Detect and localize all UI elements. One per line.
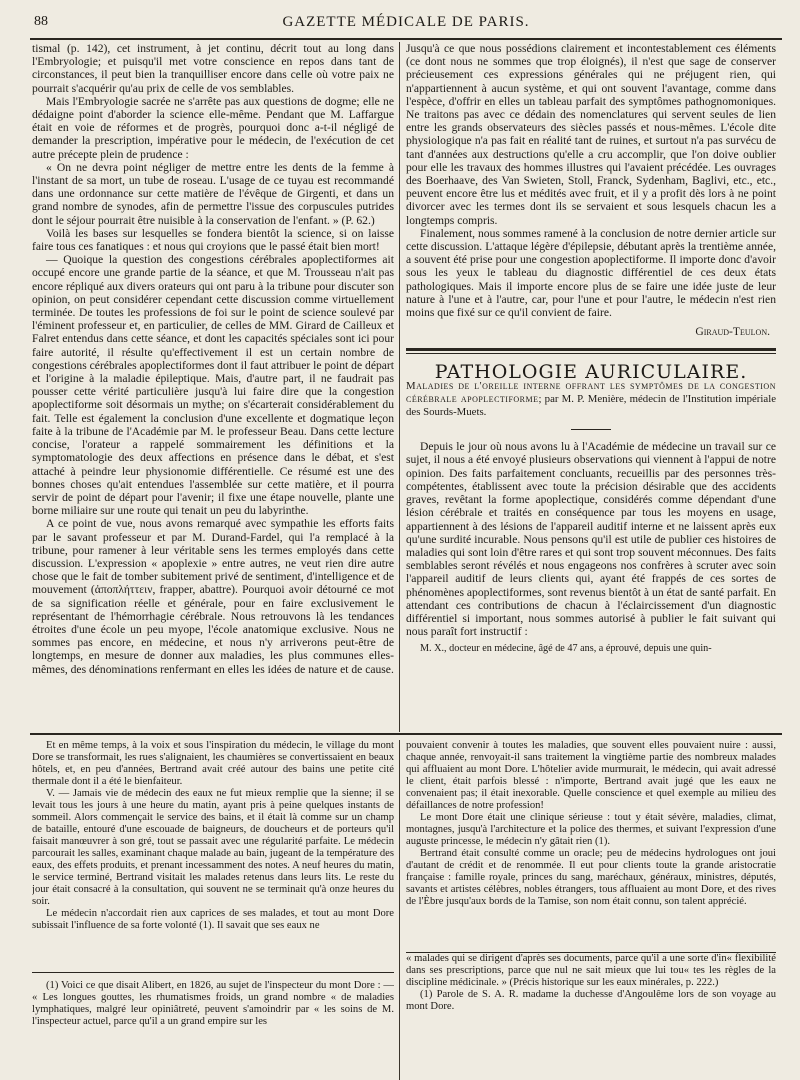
paragraph: Depuis le jour où nous avons lu à l'Académie de médecine un travail sur ce sujet, il nous a été envoyé plusieurs observations qui viennent à l'appui de notre opinion. Des faits parfaitement concluants, recueillis par des personnes très-compétentes, établissent avec toute la précision désirable que des accidents graves, revêtant la forme apoplectique, considérés comme dépendant d'une lésion cérébrale et traités en conséquence par tous les moyens en usage, appartiennent à des lésions de l'appareil auditif interne et ne laissent après eux qu'une surdité incurable. Nous pensons qu'il est utile de publier ces histoires de maladies qui sont loin d'être rares et qui sont trop souvent méconnues. Des faits semblables seront révélés et nous engageons nos confrères à scruter avec soin l'appareil auditif de leurs clients qui, ayant été frappés de ces sortes de phénomènes apoplectiformes, sont revenus bientôt à un état de santé parfait. En attendant ces contributions de chacun à l'éclaircissement d'un diagnostic différentiel si important, nous sommes autorisé à publier le fait suivant qui nous paraît fort instructif : <box>406 440 776 639</box>
footnote-text: (1) Parole de S. A. R. madame la duchesse d'Angoulême lors de son voyage au mont Dore. <box>406 989 776 1012</box>
masthead-title: GAZETTE MÉDICALE DE PARIS. <box>282 14 530 30</box>
case-observation: M. X., docteur en médecine, âgé de 47 ans, a éprouvé, depuis une quin- <box>420 643 712 655</box>
paragraph: Bertrand était consulté comme un oracle; peu de médecins hydrologues ont joui d'autant de crédit et de renommée. Il eut pour clients toute la grande aristocratie française : famille royale, princes du sang, maréchaux, généraux, ministres, députés, savants et artistes célèbres, nobles étrangers, tous affluaient au mont Dore, et des rives de l'Èbre jusqu'aux bords de la Tamise, son nom était connu, son talent apprécié. <box>406 848 776 907</box>
paragraph: Le médecin n'accordait rien aux caprices de ses malades, et tout au mont Dore subissait l'influence de sa forte volonté (1). Il savait que ses eaux ne <box>32 908 394 931</box>
footnote-text: « malades qui se dirigent d'après ses documents, parce qu'il a une sorte d'in« flexibilité dans ses prescriptions, parce que nul ne sait mieux que lui tou« tes les règles de la discipline médicinale. » (Précis historique sur les eaux minérales, p. 222.) <box>406 953 776 988</box>
page-header <box>30 10 782 40</box>
feuilleton-right-column <box>406 740 776 950</box>
paragraph: pouvaient convenir à toutes les maladies, que souvent elles pouvaient nuire : aussi, chaque année, renvoyait-il sans traitement la vingtième partie des nombreux malades qui affluaient au mont Dore. L'hôtelier avide murmurait, le médecin, qui avait adressé le client, était parfois blessé : n'importe, Bertrand avait jugé que les eaux ne convenaient pas; il était inexorable. Quelle conscience et quel exemple au milieu des défaillances de notre profession! <box>406 740 776 811</box>
section-rule-thin <box>406 353 776 354</box>
subtitle-caps: Maladies de l'oreille interne offrant les symptômes de la congestion cérébrale apoplectiforme <box>406 379 776 405</box>
paragraph: Finalement, nous sommes ramené à la conclusion de notre dernier article sur cette discussion. L'attaque légère d'épilepsie, débutant après la trentième année, a souvent été prise pour une congestion apoplectiforme. Il importe donc d'avoir sous les yeux le tableau du diagnostic différentiel de ces deux états pathologiques. Mais il importe encore plus de se faire une idée juste de leur nature à l'une et à l'autre, car, pour l'une et pour l'autre, le médecin n'est rien moins que fixé sur ce qu'il convient de faire. <box>406 226 776 320</box>
short-rule <box>571 429 611 430</box>
paragraph: Voilà les bases sur lesquelles se fondera bientôt la science, si on laisse faire tous ces fanatiques : et nous qui croyions que le passé était bien mort! <box>32 226 394 254</box>
paragraph: Mais l'Embryologie sacrée ne s'arrête pas aux questions de dogme; elle ne dédaigne point d'aborder la science elle-même. Pendant que M. Laffargue était en voie de réformes et de progrès, pourquoi donc a-t-il négligé de demander la prescription, impérative pour le médecin, de l'exécution de cet autre précepte plein de prudence : <box>32 94 394 161</box>
footnote-left <box>32 980 394 1078</box>
article-academy-column <box>32 42 394 728</box>
article-pathology-column <box>406 42 776 728</box>
paragraph: Le mont Dore était une clinique sérieuse : tout y était sévère, maladies, climat, montagnes, jusqu'à l'architecture et la police des thermes, et suivant l'expression d'une auguste princesse, le médecin n'y gâtait rien (1). <box>406 812 776 847</box>
quotation: « On ne devra point négliger de mettre entre les dents de la femme à l'instant de sa mort, un tube de roseau. L'usage de ce tuyau est recommandé dans une ordonnance sur cette matière de l'évêque de Girgenti, et dans un grand nombre de synodes, afin de permettre l'issue des corpuscules putrides dont le séjour pourrait être nuisible à la conservation de l'enfant. » (P. 62.) <box>32 160 394 227</box>
column-rule-top <box>399 42 400 732</box>
page-number: 88 <box>34 14 48 29</box>
paragraph: tismal (p. 142), cet instrument, à jet continu, décrit tout au long dans l'Embryologie; et puisqu'il met votre conscience en repos dans tant de circonstances, il peut bien la tranquilliser encore dans celle où votre paix ne pourrait s'acquérir qu'au prix de celle de vos semblables. <box>32 42 394 95</box>
footnote-text: (1) Voici ce que disait Alibert, en 1826, au sujet de l'inspecteur du mont Dore : — « Les longues gouttes, les rhumatismes froids, un grand nombre « de maladies lymphatiques, malgré leur opiniâtreté, peuvent s'amoindrir par « les soins de M. l'inspecteur actuel, parce qu'il a un grand empire sur les <box>32 980 394 1027</box>
column-rule-bottom <box>399 740 400 1080</box>
paragraph: — Quoique la question des congestions cérébrales apoplectiformes ait occupé encore une grande partie de la séance, et que M. Trousseau n'ait pas encore répliqué aux divers orateurs qui ont paru à la tribune pour discuter son opinion, on peut considérer cependant cette discussion comme virtuellement terminée. De toutes les professions de foi sur le point de science soulevé par l'éminent professeur et, en particulier, de celles de MM. Girard de Cailleux et Falret entendus dans cette séance, et dont les capacités spéciales sont ici pour faire autorité, il résulte qu'effectivement il est un certain nombre de congestions cérébrales apoplectiformes dont il faut attribuer le point de départ et l'origine à la maladie épileptique. Mais, d'autre part, il ne faudrait pas pousser cette vérité particulière jusqu'à lui faire dire que la congestion apoplectiforme soit désormais un mythe; on s'écarterait considérablement du fait. Telle est également la conclusion d'une excellente et dogmatique leçon faite à la tribune de l'Académie par M. le professeur Beau. Dans cette lecture concise, l'orateur a rappelé sommairement les définitions et la symptomatologie des deux affections en présence dans le débat, et s'est attaché à peindre leur physionomie différentielle. Ce résumé est une des bonnes choses qu'ait entendues l'assemblée sur cette matière, et il pourra servir de point de départ pour l'avenir; il fixe une étape nouvelle, plante une borne miliaire sur une route qui tenait un peu du labyrinthe. <box>32 253 394 518</box>
feuilleton-divider <box>30 733 782 735</box>
footnote-rule <box>32 972 394 973</box>
section-rule-thick <box>406 348 776 351</box>
section-title: PATHOLOGIE AURICULAIRE. <box>434 361 748 384</box>
paragraph: V. — Jamais vie de médecin des eaux ne fut mieux remplie que la sienne; il se levait tous les jours à une heure du matin, ayant pris à peine quelques instants de sommeil. Alors commençait le service des bains, et il était là comme sur un champ de bataille, entouré d'une escouade de baigneurs, de doucheurs et de porteurs qu'il faisait manœuvrer à son gré, tout se passait avec une régularité parfaite. Le médecin parcourait les salles, examinant chaque malade au bain, jugeant de la température des eaux, des effets produits, et prenant incessamment des notes. A neuf heures du matin, le service terminé, Bertrand visitait les malades retenus dans leurs lits. Le reste du jour était consacré à la consultation, qui souvent ne se terminait qu'à onze heures du soir. <box>32 788 394 907</box>
article-subtitle <box>406 380 776 420</box>
paragraph: Et en même temps, à la voix et sous l'inspiration du médecin, le village du mont Dore se transformait, les rues s'alignaient, les chaumières se convertissaient en beaux hôtels, et, en peu d'années, Bertrand avait créé autour des bains une petite cité thermale dont il a été le bienfaiteur. <box>32 740 394 787</box>
feuilleton-left-column <box>32 740 394 975</box>
paragraph: Jusqu'à ce que nous possédions clairement et incontestablement ces éléments (ce dont nous ne sommes que trop éloignés), il n'est que sage de conserver précieusement ces expressions générales qui ne préjugent rien, qui n'appartiennent à aucun système, et qui ont souvent l'avantage, comme dans l'espèce, d'offrir en elles un tableau parfait des symptômes pathognomoniques. Ne traitons pas avec ce dédain des nomenclatures qui servent seules de lien entre les grands observateurs des siècles passés et nous-mêmes. L'école dite physiologique n'a pas fait en réalité tant de ruines, et surtout n'a pas survécu de tant d'années aux destructions qu'elle a cru accomplir, que l'on doive oublier pour elle les travaux des hommes illustres qui l'avaient précédée. Les ouvrages des Boerhaave, des Van Swieten, Stoll, Franck, Sydenham, Baglivi, etc., etc., peuvent encore être lus et médités avec fruit, et il y a profit dès lors à ne point divorcer avec les termes dont ils se servaient et sous lesquels chacun les a longtemps compris. <box>406 42 776 227</box>
paragraph: A ce point de vue, nous avons remarqué avec sympathie les efforts faits par le savant professeur et par M. Durand-Fardel, qui l'a remplacé à la tribune, pour ramener à leur véritable sens les termes employés dans cette discussion. L'expression « apoplexie » entre autres, ne veut rien dire autre chose que le fait de tomber subitement privé de sentiment, d'intelligence et de mouvement (ἀποπλήττειν, frapper, abattre). Pourquoi avoir détourné ce mot de sa signification réelle et générale, pour en faire exclusivement le représentant de l'hémorrhagie cérébrale. Nous retrouvons là les tendances étroites d'une école un peu myope, l'école anatomique exclusive. Nous ne sommes pas encore, en médecine, et nous n'y arriverons peut-être de longtemps, en mesure de donner aux maladies, les plus communes elles-mêmes, des dénominations renfermant en elles les idées de nature et de cause. <box>32 517 394 676</box>
footnote-right <box>406 953 776 1078</box>
subtitle-author: ; par M. P. Menière, médecin de l'Institution impériale des Sourds-Muets. <box>406 392 776 419</box>
author-signature: Giraud-Teulon. <box>695 325 770 339</box>
